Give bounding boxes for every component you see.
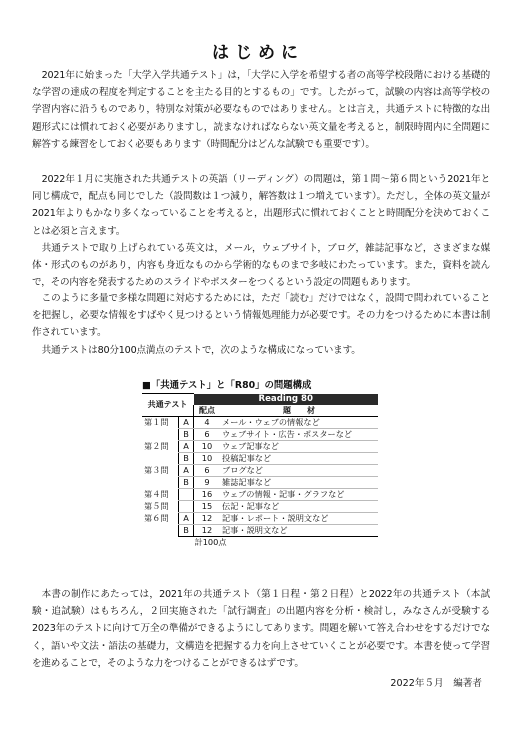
page-title: はじめに: [212, 43, 304, 63]
intro-paragraph-1: 2021年に始まった「大学入学共通テスト」は，「大学に入学を希望する者の高等学校段階における基礎的な学習の達成の程度を判定することを主たる目的とするもの」です。したがって，試験の内容は高等学校の学習内容に沿うものであり，特別な対策が必要なものではありません。とは言え，共通テストに特徴的な出題形式には慣れておく必要がありますし，読まなければならない英文量を考えると，制限時間内に全問題に解答する練習をしておく必要もあります（時間配分はどんな試験でも重要です）。: [32, 70, 490, 150]
total-points: 計100点: [194, 536, 227, 547]
points-value: 15: [194, 500, 221, 512]
section-label: [179, 500, 194, 512]
section-label: A: [179, 440, 194, 452]
points-value: 12: [194, 524, 221, 536]
table-row: [142, 440, 378, 452]
structure-table: [142, 393, 378, 548]
topic-text: ウェブサイト・広告・ポスターなど: [220, 428, 378, 440]
question-label: [142, 476, 179, 488]
question-label: 第５問: [144, 500, 169, 511]
section-label: [179, 488, 194, 500]
question-label: [142, 452, 179, 464]
topic-text: ブログなど: [220, 464, 378, 476]
table-row: [142, 512, 378, 524]
table-row: [142, 464, 378, 476]
header-topic: 題 材: [220, 405, 378, 417]
topic-text: 投稿記事など: [220, 452, 378, 464]
points-value: 12: [194, 512, 221, 524]
section-label: A: [179, 416, 194, 428]
points-value: 6: [194, 464, 221, 476]
topic-text: 記事・説明文など: [220, 524, 378, 536]
table-row: [142, 428, 378, 440]
table-row: [142, 452, 378, 464]
topic-text: 伝記・記事など: [220, 500, 378, 512]
section-label: B: [179, 524, 194, 536]
points-value: 4: [194, 416, 221, 428]
signature: 2022年５月 編著者: [390, 678, 482, 689]
question-label: [142, 428, 179, 440]
question-label: [142, 524, 179, 536]
intro-paragraph-3: 共通テストで取り上げられている英文は，メール，ウェブサイト，ブログ，雑誌記事など，さまざまな媒体・形式のものがあり，内容も身近なものから学術的なものまで多岐にわたっています。また，資料を読んで，その内容を発表するためのスライドやポスターをつくるという設定の問題もあります。: [32, 243, 490, 289]
header-reading: Reading 80: [194, 394, 379, 405]
points-value: 9: [194, 476, 221, 488]
section-label: B: [179, 476, 194, 488]
topic-text: 雑誌記事など: [220, 476, 378, 488]
intro-paragraph-4: このように多量で多様な問題に対応するためには，ただ「読む」だけではなく，設問で問われていることを把握し，必要な情報をすばやく見つけるという情報処理能力が必要です。その力をつけるために本書は制作されています。: [32, 293, 490, 339]
topic-text: ウェブ記事など: [220, 440, 378, 452]
table-row: [142, 500, 378, 512]
table-row: [142, 488, 378, 500]
section-label: B: [179, 452, 194, 464]
table-row: [142, 416, 378, 428]
question-label: 第３問: [144, 464, 169, 475]
intro-paragraph-5: 共通テストは80分100点満点のテストで，次のような構成になっています。: [41, 345, 361, 356]
table-caption: ■「共通テスト」と「R80」の問題構成: [142, 380, 312, 391]
topic-text: ウェブの情報・記事・グラフなど: [220, 488, 378, 500]
topic-text: メール・ウェブの情報など: [220, 416, 378, 428]
points-value: 16: [194, 488, 221, 500]
points-value: 10: [194, 440, 221, 452]
section-label: A: [179, 464, 194, 476]
question-label: 第１問: [144, 416, 169, 427]
intro-paragraph-2: 2022年１月に実施された共通テストの英語（リーディング）の問題は，第１問～第６問という2021年と同じ構成で，配点も同じでした（設問数は１つ減り，解答数は１つ増えています）。ただし，全体の英文量が2021年よりもかなり多くなっていることを考えると，出題形式に慣れておくことと時間配分を決めておくことは必須と言えます。: [32, 174, 490, 237]
topic-text: 記事・レポート・説明文など: [220, 512, 378, 524]
header-points: 配点: [194, 405, 221, 417]
closing-paragraph: 本書の制作にあたっては，2021年の共通テスト（第１日程・第２日程）と2022年の共通テスト（本試験・追試験）はもちろん，２回実施された「試行調査」の出題内容を分析・検討し，みなさんが受験する2023年のテストに向けて万全の準備ができるようにしてあります。問題を解いて答え合わせをするだけでなく，語いや文法・語法の基礎力，文構造を把握する力を向上させていくことが必要です。本書を使って学習を進めることで，そのような力をつけることができるはずです。: [32, 589, 490, 669]
points-value: 10: [194, 452, 221, 464]
points-value: 6: [194, 428, 221, 440]
header-test: 共通テスト: [142, 394, 194, 417]
question-label: 第４問: [144, 488, 169, 499]
question-label: 第２問: [144, 440, 169, 451]
section-label: A: [179, 512, 194, 524]
table-row: [142, 524, 378, 536]
question-label: 第６問: [144, 512, 169, 523]
table-row: [142, 476, 378, 488]
section-label: B: [179, 428, 194, 440]
